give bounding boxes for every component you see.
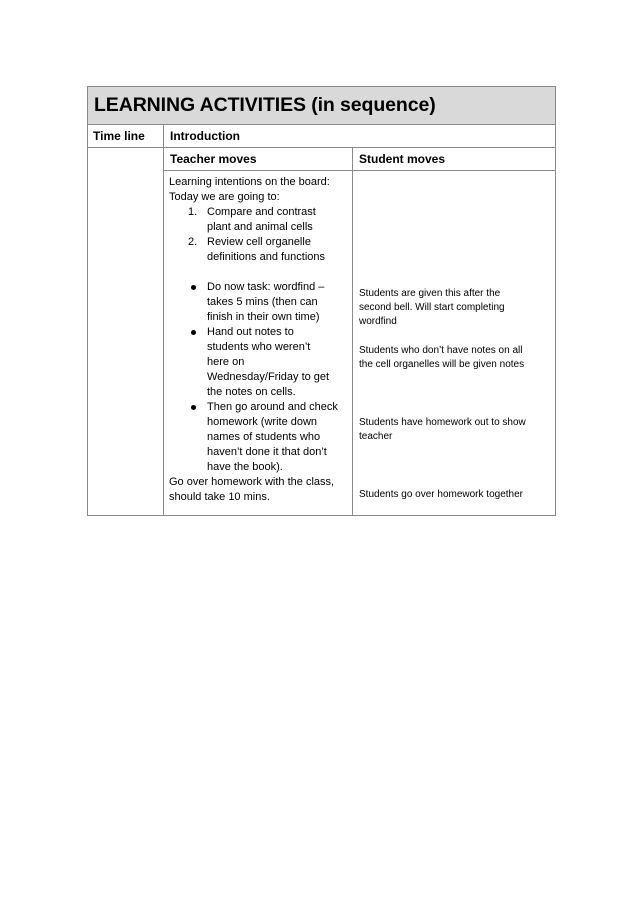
section-row <box>88 125 556 148</box>
task-line: Hand out notes to <box>207 326 294 338</box>
objective-line: Compare and contrast <box>207 206 316 218</box>
student-move-line: the cell organelles will be given notes <box>359 359 525 370</box>
objective-line: definitions and functions <box>207 251 326 263</box>
student-move-line: Students who don’t have notes on all <box>359 345 523 356</box>
task-line: Wednesday/Friday to get <box>207 371 330 383</box>
task-line: takes 5 mins (then can <box>207 296 318 308</box>
learning-activities-table <box>87 86 556 516</box>
task-line: have the book). <box>207 461 283 473</box>
teacher-moves-content <box>164 171 352 515</box>
objective-item <box>169 205 349 235</box>
teacher-intro-line: Learning intentions on the board: <box>169 176 330 188</box>
student-moves-header: Student moves <box>359 152 446 166</box>
task-line: students who weren’t <box>207 341 311 353</box>
task-line: homework (write down <box>207 416 318 428</box>
student-move-line: teacher <box>359 431 393 442</box>
title-cell <box>88 87 556 125</box>
teacher-moves-header-cell <box>164 148 353 171</box>
section-header-cell <box>164 125 556 148</box>
spacer <box>169 265 349 280</box>
student-move-line: wordfind <box>359 316 397 327</box>
task-line: the notes on cells. <box>207 386 296 398</box>
tasks-list <box>169 280 349 475</box>
student-move-line: second bell. Will start completing <box>359 302 505 313</box>
list-number: 2. <box>188 236 198 248</box>
objectives-list <box>169 205 349 265</box>
bullet-icon <box>191 405 196 410</box>
student-moves-header-cell <box>353 148 556 171</box>
student-moves-cell <box>353 171 556 516</box>
objective-line: Review cell organelle <box>207 236 311 248</box>
bullet-icon <box>191 330 196 335</box>
task-line: here on <box>207 356 245 368</box>
student-move <box>359 287 551 329</box>
time-line-cell <box>88 148 164 516</box>
student-move-line: Students are given this after the <box>359 288 501 299</box>
teacher-moves-header: Teacher moves <box>170 152 257 166</box>
student-move <box>359 416 551 444</box>
time-line-header-cell <box>88 125 164 148</box>
student-move <box>359 344 551 372</box>
objective-item <box>169 235 349 265</box>
title-row <box>88 87 556 125</box>
student-move-line: Students go over homework together <box>359 489 523 500</box>
task-item <box>169 400 349 475</box>
moves-header-row <box>88 148 556 171</box>
closing-line: should take 10 mins. <box>169 491 270 503</box>
task-line: finish in their own time) <box>207 311 320 323</box>
table-title: LEARNING ACTIVITIES (in sequence) <box>94 94 436 116</box>
task-line: Do now task: wordfind – <box>207 281 325 293</box>
list-number: 1. <box>188 206 198 218</box>
task-line: Then go around and check <box>207 401 338 413</box>
closing-line: Go over homework with the class, <box>169 476 335 488</box>
student-move-line: Students have homework out to show <box>359 417 526 428</box>
objective-line: plant and animal cells <box>207 221 313 233</box>
teacher-moves-cell <box>164 171 353 516</box>
student-move <box>359 488 551 502</box>
section-header: Introduction <box>170 129 240 143</box>
teacher-intro-line: Today we are going to: <box>169 191 280 203</box>
time-line-header: Time line <box>93 129 145 143</box>
task-item <box>169 325 349 400</box>
task-line: haven’t done it that don’t <box>207 446 327 458</box>
bullet-icon <box>191 285 196 290</box>
task-item <box>169 280 349 325</box>
task-line: names of students who <box>207 431 321 443</box>
